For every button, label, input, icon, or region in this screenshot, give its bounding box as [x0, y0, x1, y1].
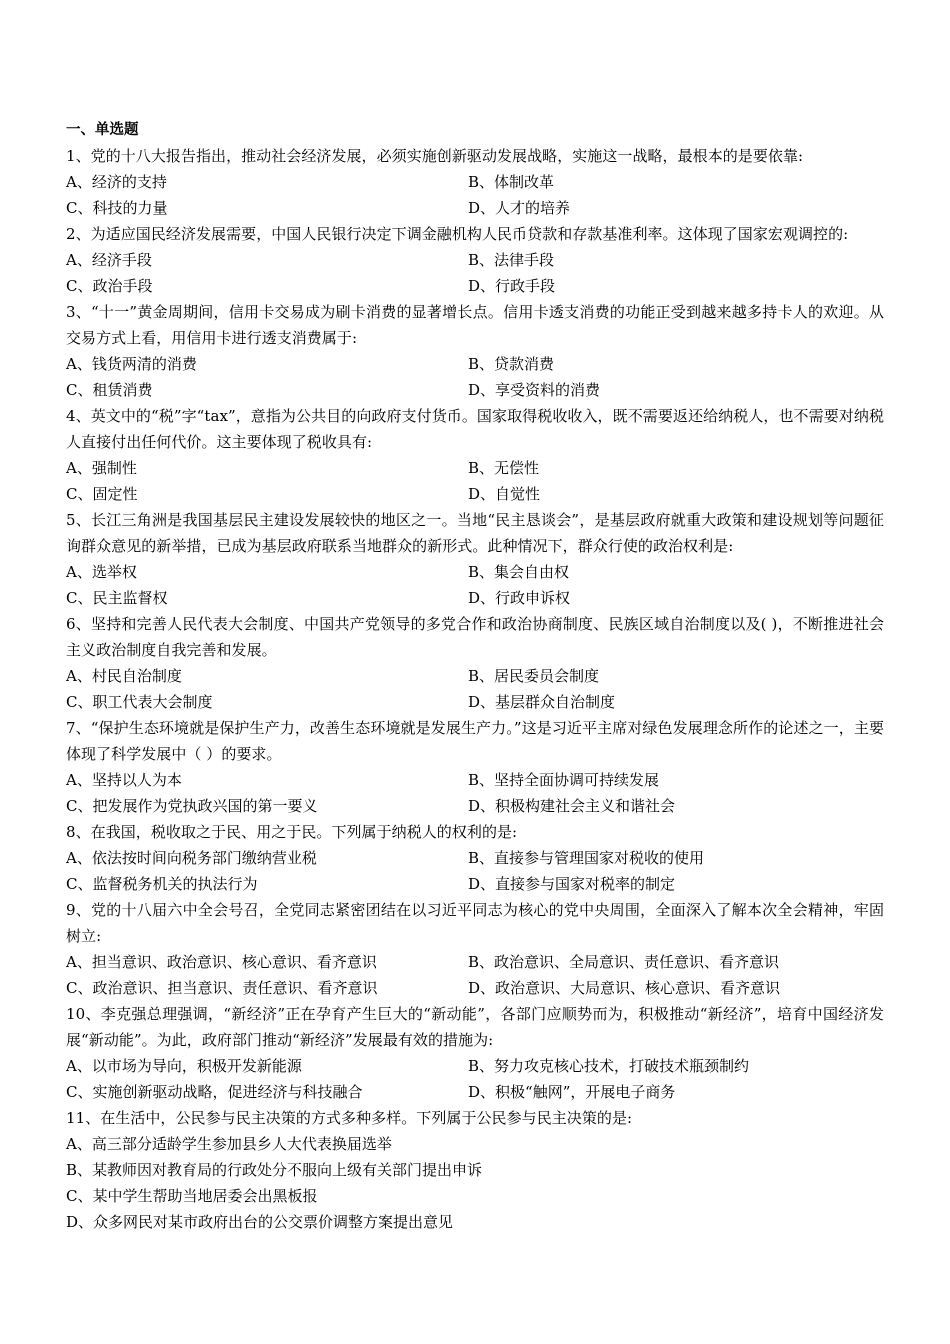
option-c: C、把发展作为党执政兴国的第一要义	[66, 797, 318, 815]
option-a: A、强制性	[66, 459, 137, 477]
option-d: D、众多网民对某市政府出台的公交票价调整方案提出意见	[66, 1213, 454, 1231]
option-c: C、民主监督权	[66, 589, 168, 607]
option-c: C、政治意识、担当意识、责任意识、看齐意识	[66, 979, 378, 997]
option-a: A、担当意识、政治意识、核心意识、看齐意识	[66, 953, 377, 971]
option-d: D、行政手段	[468, 277, 556, 295]
option-d: D、积极“触网”，开展电子商务	[468, 1083, 676, 1101]
option-b: B、居民委员会制度	[468, 667, 600, 685]
option-d: D、自觉性	[468, 485, 541, 503]
option-c: C、租赁消费	[66, 381, 153, 399]
options-row	[66, 767, 884, 793]
option-d: D、享受资料的消费	[468, 381, 601, 399]
options-row	[66, 481, 884, 507]
options-row	[66, 793, 884, 819]
options-row	[66, 351, 884, 377]
option-a: A、钱货两清的消费	[66, 355, 197, 373]
options-row	[66, 377, 884, 403]
options-row	[66, 871, 884, 897]
question-7: 7、“保护生态环境就是保护生产力，改善生态环境就是发展生产力。”这是习近平主席对绿色发展理念所作的论述之一，主要体现了科学发展中（ ）的要求。	[66, 719, 884, 763]
option-a: A、选举权	[66, 563, 137, 581]
option-b: B、某教师因对教育局的行政处分不服向上级有关部门提出申诉	[66, 1161, 483, 1179]
options-row	[66, 559, 884, 585]
option-b: B、集会自由权	[468, 563, 570, 581]
question-10: 10、李克强总理强调，“新经济”正在孕育产生巨大的“新动能”，各部门应顺势而为，积极推动“新经济”，培育中国经济发展“新动能”。为此，政府部门推动“新经济”发展最有效的措施为:	[66, 1005, 884, 1049]
option-a: A、村民自治制度	[66, 667, 182, 685]
options-row	[66, 845, 884, 871]
options-row	[66, 247, 884, 273]
options-row	[66, 585, 884, 611]
option-c: C、固定性	[66, 485, 138, 503]
question-5: 5、长江三角洲是我国基层民主建设发展较快的地区之一。当地“民主恳谈会”，是基层政府就重大政策和建设规划等问题征询群众意见的新举措，已成为基层政府联系当地群众的新形式。此种情况下，群众行使的政治权利是:	[66, 511, 884, 555]
options-row	[66, 949, 884, 975]
options-row	[66, 455, 884, 481]
option-b: B、贷款消费	[468, 355, 555, 373]
question-11: 11、在生活中，公民参与民主决策的方式多种多样。下列属于公民参与民主决策的是:	[66, 1109, 633, 1127]
options-row	[66, 663, 884, 689]
question-1: 1、党的十八大报告指出，推动社会经济发展，必须实施创新驱动发展战略，实施这一战略，最根本的是要依靠:	[66, 147, 804, 165]
question-4: 4、英文中的“税”字“tax”，意指为公共目的向政府支付货币。国家取得税收收入，既不需要返还给纳税人，也不需要对纳税人直接付出任何代价。这主要体现了税收具有:	[66, 407, 884, 451]
options-row	[66, 1079, 884, 1105]
option-d: D、人才的培养	[468, 199, 571, 217]
question-3: 3、“十一”黄金周期间，信用卡交易成为刷卡消费的显著增长点。信用卡透支消费的功能正受到越来越多持卡人的欢迎。从交易方式上看，用信用卡进行透支消费属于:	[66, 303, 884, 347]
exam-page	[66, 117, 884, 1235]
option-d: D、基层群众自治制度	[468, 693, 616, 711]
option-d: D、政治意识、大局意识、核心意识、看齐意识	[468, 979, 781, 997]
option-a: A、以市场为导向，积极开发新能源	[66, 1057, 302, 1075]
option-c: C、监督税务机关的执法行为	[66, 875, 258, 893]
options-row	[66, 273, 884, 299]
option-a: A、经济的支持	[66, 173, 167, 191]
section-title: 一、单选题	[66, 122, 139, 138]
option-a: A、依法按时间向税务部门缴纳营业税	[66, 849, 317, 867]
option-a: A、坚持以人为本	[66, 771, 182, 789]
option-a: A、经济手段	[66, 251, 152, 269]
options-row	[66, 195, 884, 221]
question-8: 8、在我国，税收取之于民、用之于民。下列属于纳税人的权利的是:	[66, 823, 518, 841]
question-2: 2、为适应国民经济发展需要，中国人民银行决定下调金融机构人民币贷款和存款基准利率。这体现了国家宏观调控的:	[66, 225, 849, 243]
option-b: B、体制改革	[468, 173, 555, 191]
option-d: D、直接参与国家对税率的制定	[468, 875, 676, 893]
option-d: D、行政申诉权	[468, 589, 571, 607]
question-6: 6、坚持和完善人民代表大会制度、中国共产党领导的多党合作和政治协商制度、民族区域自治制度以及( )，不断推进社会主义政治制度自我完善和发展。	[66, 615, 884, 659]
option-c: C、科技的力量	[66, 199, 168, 217]
option-b: B、政治意识、全局意识、责任意识、看齐意识	[468, 953, 780, 971]
question-9: 9、党的十八届六中全会号召，全党同志紧密团结在以习近平同志为核心的党中央周围，全面深入了解本次全会精神，牢固树立:	[66, 901, 884, 945]
option-b: B、法律手段	[468, 251, 555, 269]
option-c: C、政治手段	[66, 277, 153, 295]
option-d: D、积极构建社会主义和谐社会	[468, 797, 676, 815]
option-b: B、坚持全面协调可持续发展	[468, 771, 660, 789]
options-row	[66, 689, 884, 715]
options-row	[66, 169, 884, 195]
option-b: B、努力攻克核心技术，打破技术瓶颈制约	[468, 1057, 750, 1075]
option-c: C、职工代表大会制度	[66, 693, 213, 711]
option-b: B、直接参与管理国家对税收的使用	[468, 849, 705, 867]
options-row	[66, 975, 884, 1001]
option-c: C、实施创新驱动战略，促进经济与科技融合	[66, 1083, 363, 1101]
option-a: A、高三部分适龄学生参加县乡人大代表换届选举	[66, 1135, 392, 1153]
option-c: C、某中学生帮助当地居委会出黑板报	[66, 1187, 318, 1205]
option-b: B、无偿性	[468, 459, 540, 477]
options-row	[66, 1053, 884, 1079]
